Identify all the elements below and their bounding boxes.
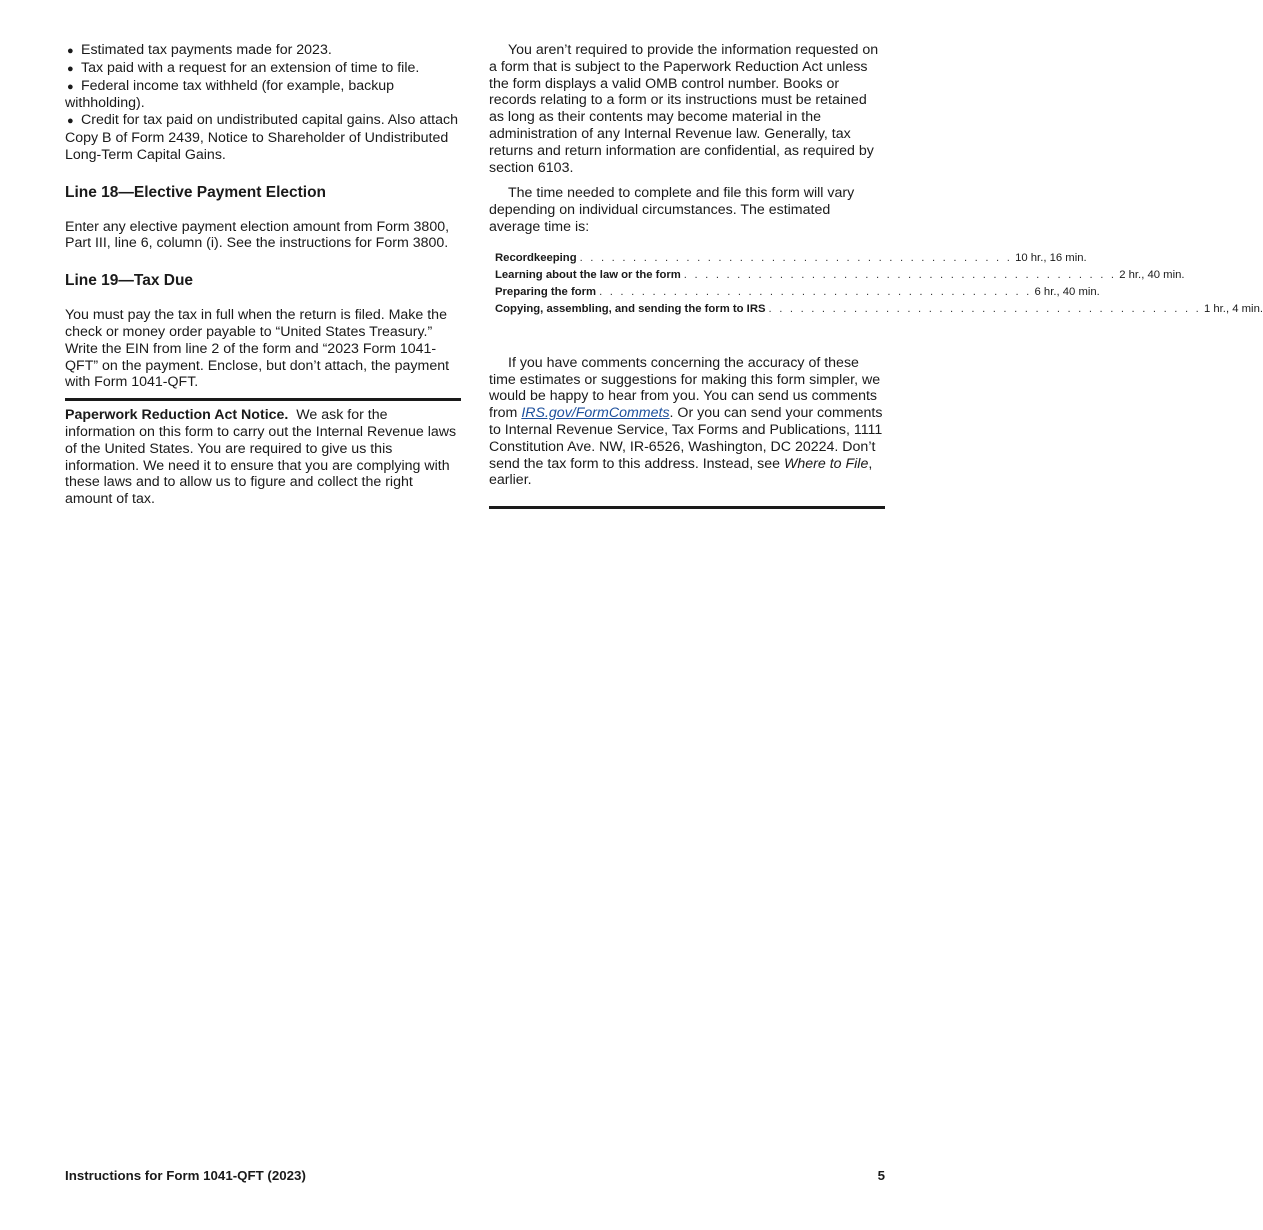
omb-paragraph: You aren’t required to provide the information requested on a form that is subject to the Paperwork Reduction Act unless the form displays a valid OMB control number. Books or records relating to a form or its instructions must be retained as long as their contents may become material in the administration of any Internal Revenue law. Generally, tax returns and return information are confidential, as required by section 6103. — [489, 42, 879, 176]
line19-text: You must pay the tax in full when the return is filed. Make the check or money order payable to “United States Treasury.” Write the EIN from line 2 of the form and “2023 Form 1041-QFT” on the payment. Enclose, but don’t attach, the payment with Form 1041-QFT. — [65, 307, 450, 391]
time-row: Recordkeeping . . . . . . . . . . . . . . . . . . . . . . . . . . . . . . . . . . . . . . . . . 10 hr., 16 min. — [495, 251, 1087, 264]
left-column — [65, 42, 461, 508]
section-divider — [65, 398, 461, 401]
bullet-icon: ● — [67, 62, 74, 75]
pra-text: We ask for the information on this form to carry out the Internal Revenue laws of the United States. You are required to give us this information. We need it to ensure that you are complying with these laws and to allow us to figure and collect the right amount of tax. — [65, 407, 457, 508]
form-comments-link[interactable]: IRS.gov/FormCommets — [521, 405, 670, 422]
right-column — [489, 42, 1263, 509]
bullet-icon: ● — [67, 115, 74, 128]
time-estimate-intro: The time needed to complete and file this form will vary depending on individual circumstances. The estimated average time is: — [489, 185, 855, 235]
bullet-icon: ● — [67, 45, 74, 57]
line18-text: Enter any elective payment election amount from Form 3800, Part III, line 6, column (i). See the instructions for Form 3800. — [65, 218, 450, 252]
page-footer — [65, 1168, 885, 1183]
line18-heading: Line 18—Elective Payment Election — [65, 183, 327, 201]
page-number: 5 — [877, 1168, 885, 1183]
bullet-item: ● Credit for tax paid on undistributed capital gains. Also attach Copy B of Form 2439, Notice to Shareholder of Undistributed Long-Term Capital Gains. — [65, 112, 458, 163]
comments-paragraph: If you have comments concerning the accuracy of these time estimates or suggestions for making this form simpler, we would be happy to hear from you. You can send us comments from IRS.gov/FormCommets. Or you can send your comments to Internal Revenue Service, Tax Forms and Publications, 1111 Constitution Ave. NW, IR-6526, Washington, DC 20224. Don’t send the tax form to this address. Instead, see Where to File, earlier. — [489, 354, 883, 489]
time-row: Preparing the form . . . . . . . . . . . . . . . . . . . . . . . . . . . . . . . . . . . . . . . . . 6 hr., 40 min. — [495, 285, 1100, 298]
section-divider — [489, 506, 885, 509]
bullet-item: ● Federal income tax withheld (for example, backup withholding). — [65, 77, 395, 112]
footer-title: Instructions for Form 1041-QFT (2023) — [65, 1168, 306, 1183]
time-estimate-table — [495, 250, 1263, 318]
time-row: Learning about the law or the form . . . . . . . . . . . . . . . . . . . . . . . . . . . . . . . . . . . . . . . . . 2 hr., 40 min. — [495, 268, 1185, 281]
paperwork-reduction-notice — [65, 407, 461, 508]
line19-heading: Line 19—Tax Due — [65, 272, 194, 290]
bullet-item: ● Estimated tax payments made for 2023. — [67, 42, 332, 58]
pra-heading: Paperwork Reduction Act Notice. — [65, 407, 289, 424]
where-to-file-ref: Where to File — [783, 455, 869, 472]
bullet-item: ● Tax paid with a request for an extension of time to file. — [67, 59, 420, 76]
time-row: Copying, assembling, and sending the form to IRS . . . . . . . . . . . . . . . . . . . . . . . . . . . . . . . . . . . . . . . . . 1 hr., 4 min. — [495, 302, 1263, 315]
bullet-icon: ● — [67, 80, 74, 93]
